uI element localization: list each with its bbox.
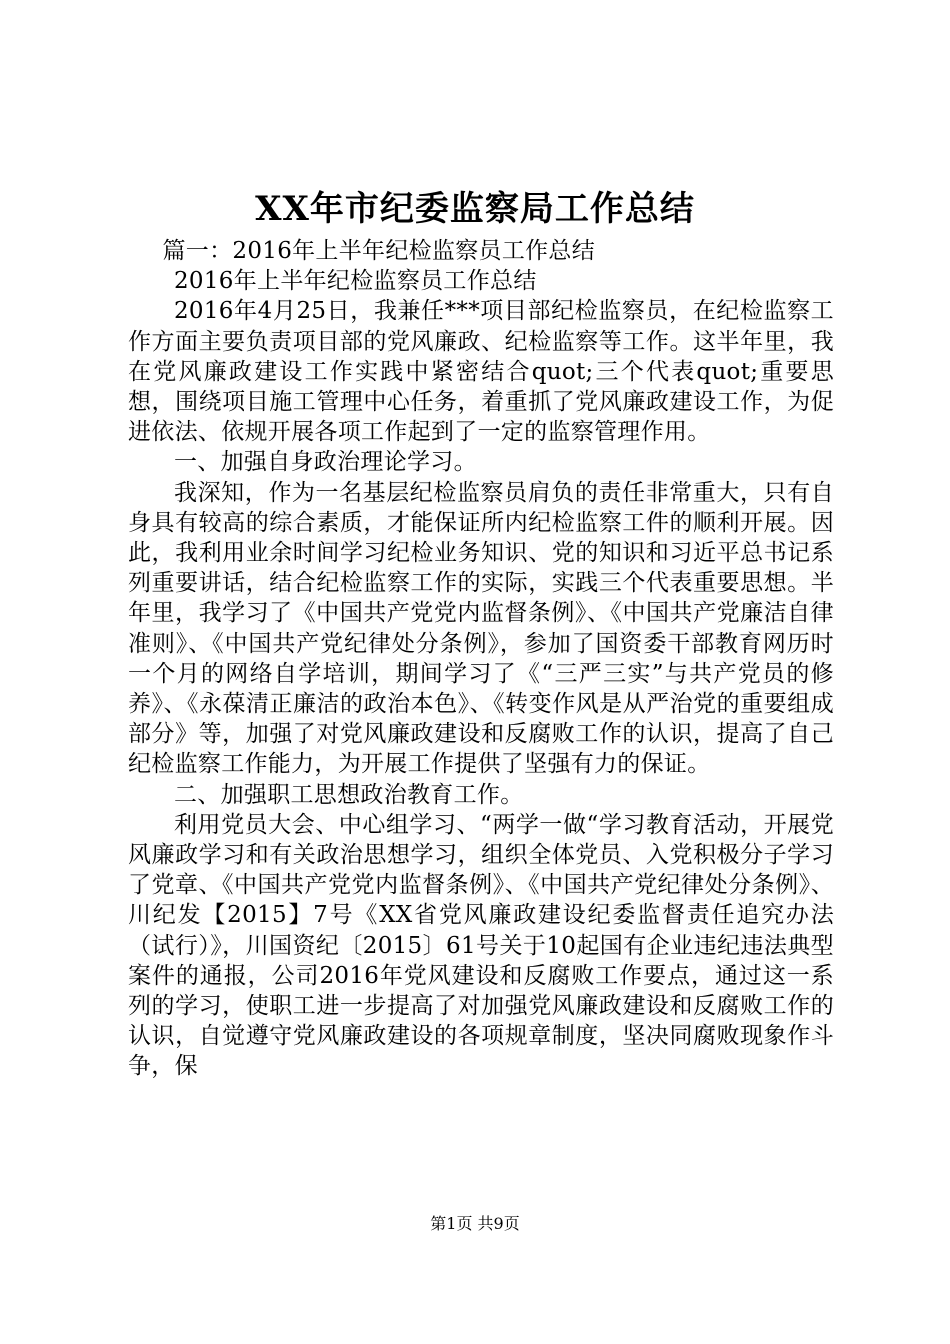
page-footer: 第1页 共9页	[430, 1214, 520, 1233]
paragraph-section-2: 利用党员大会、中心组学习、“两学一做“学习教育活动，开展党风廉政学习和有关政治思想学习，组织全体党员、入党积极分子学习了党章、《中国共产党党内监督条例》、《中国共产党纪律处分条例》、川纪发【2015】7号《XX省党风廉政建设纪委监督责任追究办法（试行）》，川国资纪〔2015〕61号关于10起国有企业违纪违法典型案件的通报，公司2016年党风建设和反腐败工作要点，通过这一系列的学习，使职工进一步提高了对加强党风廉政建设和反腐败工作的认识，自觉遵守党风廉政建设的各项规章制度，坚决同腐败现象作斗争，保	[128, 811, 834, 1080]
paragraph-section-1: 我深知，作为一名基层纪检监察员肩负的责任非常重大，只有自身具有较高的综合素质，才能保证所内纪检监察工件的顺利开展。因此，我利用业余时间学习纪检业务知识、党的知识和习近平总书记系列重要讲话，结合纪检监察工作的实际，实践三个代表重要思想。半年里，我学习了《中国共产党党内监督条例》、《中国共产党廉洁自律准则》、《中国共产党纪律处分条例》，参加了国资委干部教育网历时一个月的网络自学培训，期间学习了《“三严三实”与共产党员的修养》、《永葆清正廉洁的政治本色》、《转变作风是从严治党的重要组成部分》等，加强了对党风廉政建设和反腐败工作的认识，提高了自己纪检监察工作能力，为开展工作提供了坚强有力的保证。	[128, 479, 834, 778]
paragraph-intro: 2016年4月25日，我兼任***项目部纪检监察员，在纪检监察工作方面主要负责项目部的党风廉政、纪检监察等工作。这半年里，我在党风廉政建设工作实践中紧密结合quot;三个代表quot;重要思想，围绕项目施工管理中心任务，着重抓了党风廉政建设工作，为促进依法、依规开展各项工作起到了一定的监察管理作用。	[128, 298, 834, 446]
document-title: XX年市纪委监察局工作总结	[255, 189, 695, 229]
paragraph-subtitle: 2016年上半年纪检监察员工作总结	[174, 268, 537, 295]
section-heading-1: 一、加强自身政治理论学习。	[174, 449, 477, 476]
paragraph-article-heading: 篇一：2016年上半年纪检监察员工作总结	[162, 238, 596, 264]
section-heading-2: 二、加强职工思想政治教育工作。	[174, 781, 524, 808]
document-body	[128, 236, 834, 1082]
